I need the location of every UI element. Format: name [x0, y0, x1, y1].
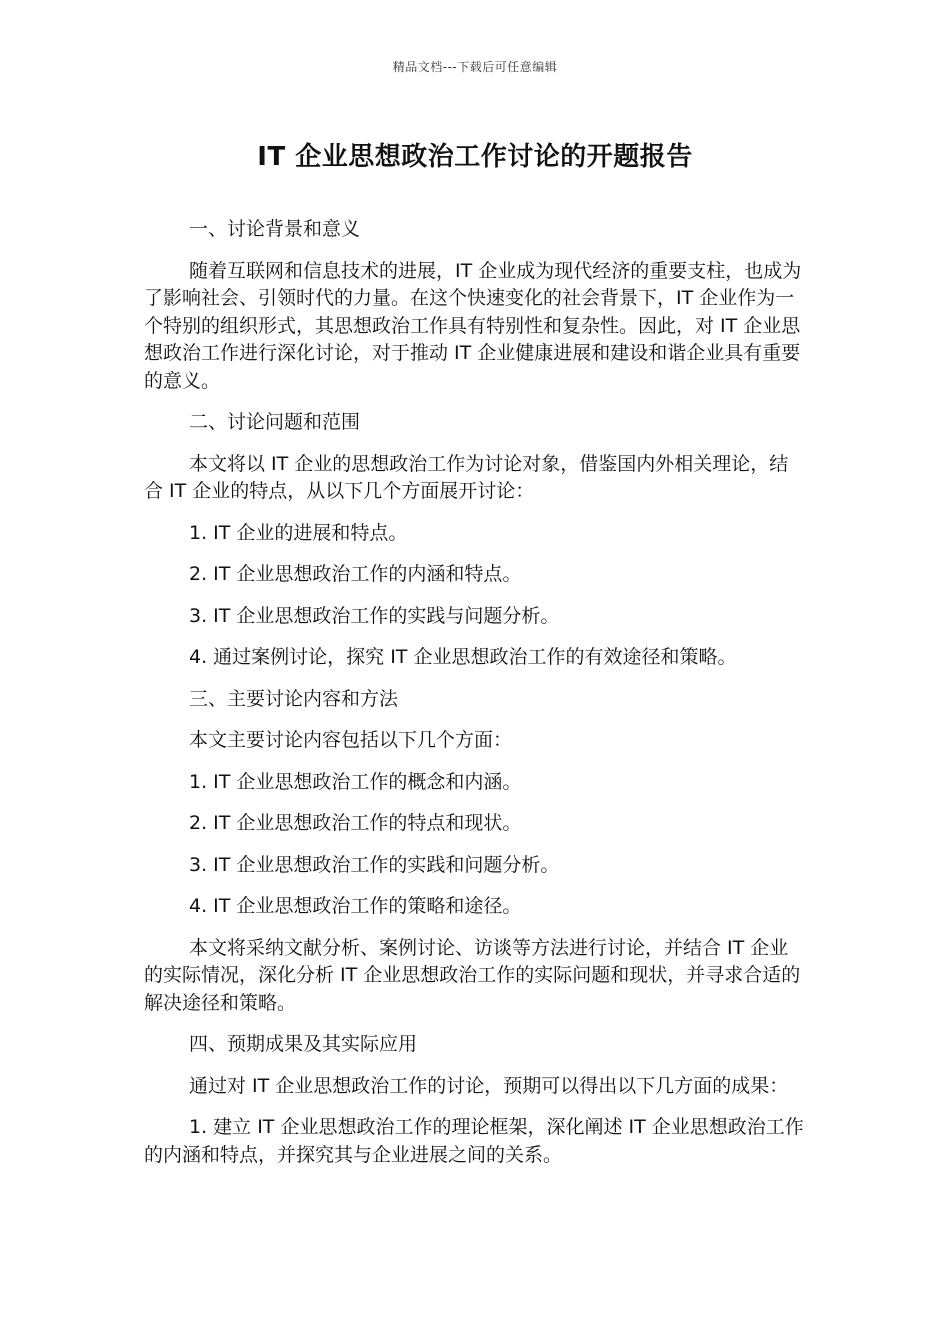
paragraph-background: 随着互联网和信息技术的进展，IT 企业成为现代经济的重要支柱，也成为了影响社会、引领时代的力量。在这个快速变化的社会背景下，IT 企业作为一个特别的组织形式，其思想政治工作具有特别性和复杂性。因此，对 IT 企业思想政治工作进行深化讨论，对于推动 IT 企业健康进展和建设和谐企业具有重要的意义。 [144, 259, 802, 392]
list-item: 1. IT 企业的进展和特点。 [189, 521, 408, 544]
section-heading-2: 二、讨论问题和范围 [189, 411, 361, 433]
list-item: 2. IT 企业思想政治工作的特点和现状。 [189, 812, 522, 834]
list-item: 1. 建立 IT 企业思想政治工作的理论框架，深化阐述 IT 企业思想政治工作的内涵和特点，并探究其与企业进展之间的关系。 [144, 1116, 804, 1166]
paragraph-content-intro: 本文主要讨论内容包括以下几个方面： [189, 729, 513, 751]
list-item: 4. 通过案例讨论，探究 IT 企业思想政治工作的有效途径和策略。 [189, 646, 737, 668]
list-item: 3. IT 企业思想政治工作的实践与问题分析。 [189, 604, 560, 627]
document-body [144, 216, 806, 1183]
paragraph-methods: 本文将采纳文献分析、案例讨论、访谈等方法进行讨论，并结合 IT 企业的实际情况，深化分析 IT 企业思想政治工作的实际问题和现状，并寻求合适的解决途径和策略。 [144, 936, 801, 1014]
section-heading-3: 三、主要讨论内容和方法 [189, 687, 399, 710]
list-item: 2. IT 企业思想政治工作的内涵和特点。 [189, 563, 522, 585]
list-item: 4. IT 企业思想政治工作的策略和途径。 [189, 895, 522, 917]
list-item: 3. IT 企业思想政治工作的实践和问题分析。 [189, 853, 560, 876]
document-title: IT 企业思想政治工作讨论的开题报告 [257, 142, 693, 172]
header-watermark: 精品文档---下载后可任意编辑 [392, 60, 558, 74]
section-heading-1: 一、讨论背景和意义 [189, 218, 361, 240]
section-heading-4: 四、预期成果及其实际应用 [189, 1033, 418, 1055]
paragraph-scope: 本文将以 IT 企业的思想政治工作为讨论对象，借鉴国内外相关理论，结合 IT 企业的特点，从以下几个方面展开讨论： [144, 452, 789, 502]
paragraph-outcomes-intro: 通过对 IT 企业思想政治工作的讨论，预期可以得出以下几方面的成果： [189, 1074, 789, 1097]
list-item: 1. IT 企业思想政治工作的概念和内涵。 [189, 770, 522, 793]
